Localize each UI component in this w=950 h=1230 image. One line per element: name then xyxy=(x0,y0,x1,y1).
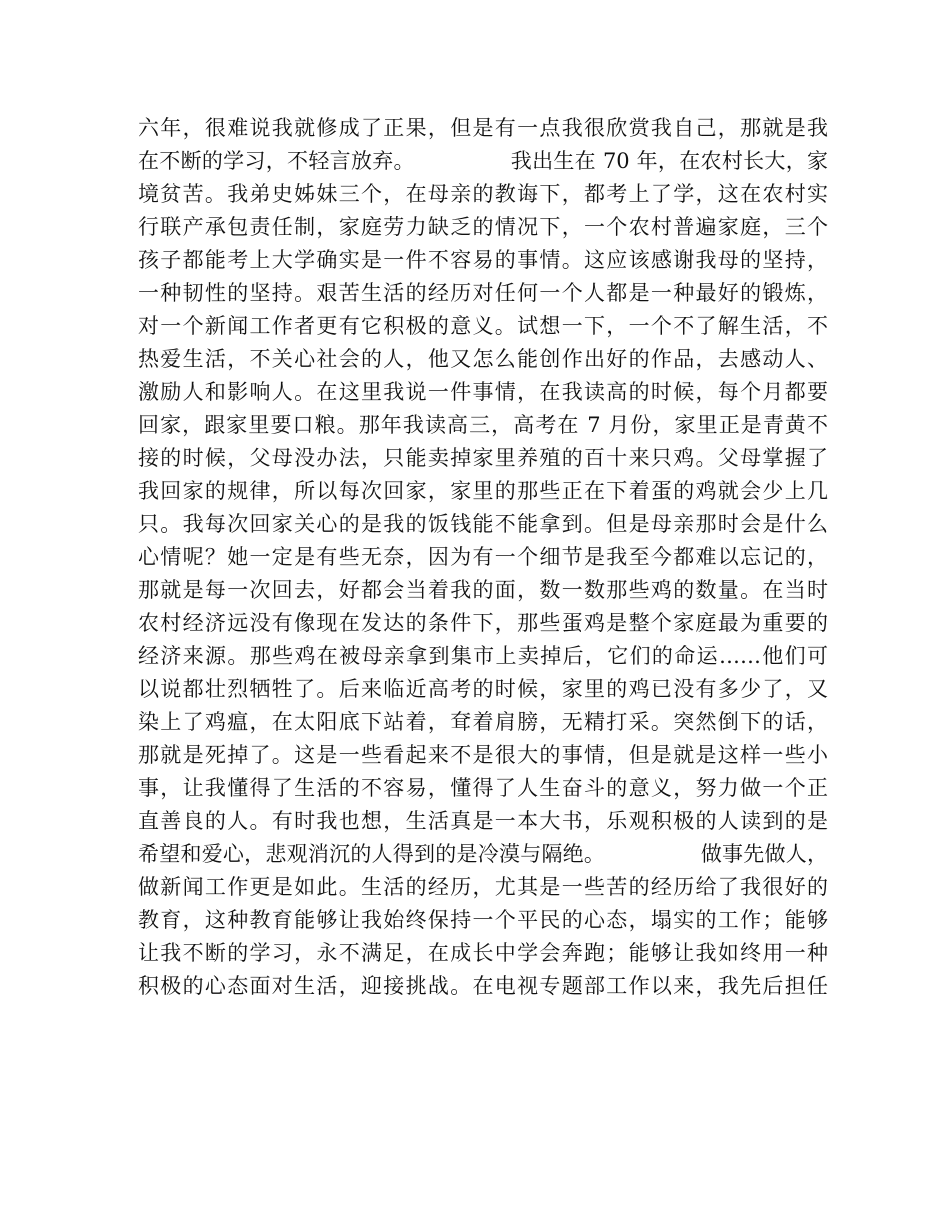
text-line: 希望和爱心，悲观消沉的人得到的是冷漠与隔绝。 做事先做人， xyxy=(138,842,828,866)
text-line: 六年，很难说我就修成了正果，但是有一点我很欣赏我自己，那就是我 xyxy=(138,116,828,140)
text-line: 事，让我懂得了生活的不容易，懂得了人生奋斗的意义，努力做一个正 xyxy=(138,776,828,800)
text-line: 孩子都能考上大学确实是一件不容易的事情。这应该感谢我母的坚持， xyxy=(138,248,828,272)
text-line: 教育，这种教育能够让我始终保持一个平民的心态，塌实的工作；能够 xyxy=(138,908,828,932)
text-line: 对一个新闻工作者更有它积极的意义。试想一下，一个不了解生活，不 xyxy=(138,314,828,338)
text-line: 让我不断的学习，永不满足，在成长中学会奔跑；能够让我如终用一种 xyxy=(138,941,828,965)
text-line: 心情呢？她一定是有些无奈，因为有一个细节是我至今都难以忘记的， xyxy=(138,545,828,569)
text-line: 境贫苦。我弟史姊妹三个，在母亲的教诲下，都考上了学，这在农村实 xyxy=(138,182,828,206)
text-line: 农村经济远没有像现在发达的条件下，那些蛋鸡是整个家庭最为重要的 xyxy=(138,611,828,635)
body-text xyxy=(138,112,828,1003)
text-line: 积极的心态面对生活，迎接挑战。在电视专题部工作以来，我先后担任 xyxy=(138,974,828,998)
text-line: 直善良的人。有时我也想，生活真是一本大书，乐观积极的人读到的是 xyxy=(138,809,828,833)
text-line: 激励人和影响人。在这里我说一件事情，在我读高的时候，每个月都要 xyxy=(138,380,828,404)
text-line: 染上了鸡瘟，在太阳底下站着，耷着肩膀，无精打采。突然倒下的话， xyxy=(138,710,828,734)
text-line: 回家，跟家里要口粮。那年我读高三，高考在 7 月份，家里正是青黄不 xyxy=(138,413,828,437)
text-line: 接的时候，父母没办法，只能卖掉家里养殖的百十来只鸡。父母掌握了 xyxy=(138,446,828,470)
text-line: 那就是每一次回去，好都会当着我的面，数一数那些鸡的数量。在当时 xyxy=(138,578,828,602)
text-line: 热爱生活，不关心社会的人，他又怎么能创作出好的作品，去感动人、 xyxy=(138,347,828,371)
text-line: 在不断的学习，不轻言放弃。 我出生在 70 年，在农村长大，家 xyxy=(138,149,828,173)
text-line: 只。我每次回家关心的是我的饭钱能不能拿到。但是母亲那时会是什么 xyxy=(138,512,828,536)
text-line: 做新闻工作更是如此。生活的经历，尤其是一些苦的经历给了我很好的 xyxy=(138,875,828,899)
text-line: 我回家的规律，所以每次回家，家里的那些正在下着蛋的鸡就会少上几 xyxy=(138,479,828,503)
text-line: 行联产承包责任制，家庭劳力缺乏的情况下，一个农村普遍家庭，三个 xyxy=(138,215,828,239)
text-line: 那就是死掉了。这是一些看起来不是很大的事情，但是就是这样一些小 xyxy=(138,743,828,767)
text-line: 经济来源。那些鸡在被母亲拿到集市上卖掉后，它们的命运……他们可 xyxy=(138,644,828,668)
text-line: 以说都壮烈牺牲了。后来临近高考的时候，家里的鸡已没有多少了，又 xyxy=(138,677,828,701)
text-line: 一种韧性的坚持。艰苦生活的经历对任何一个人都是一种最好的锻炼， xyxy=(138,281,828,305)
